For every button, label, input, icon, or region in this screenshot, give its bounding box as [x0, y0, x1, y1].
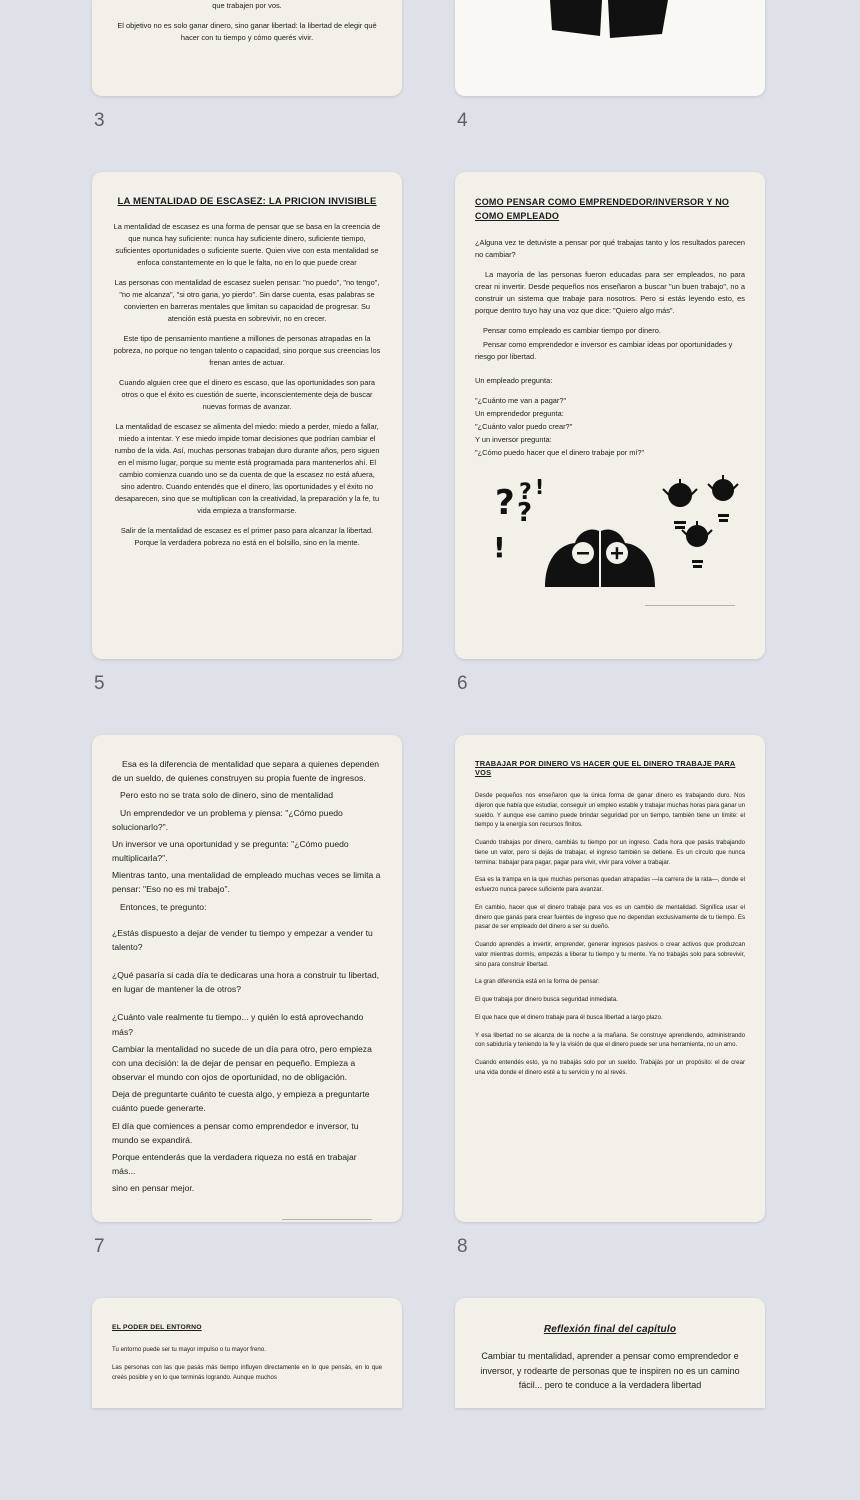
- page-grid-row-2: [0, 172, 860, 735]
- page-cell-8: [455, 735, 765, 1298]
- page-sheet-9[interactable]: [92, 1298, 402, 1408]
- svg-text:?: ?: [519, 479, 532, 505]
- paragraph: Cuando aprendés a invertir, emprender, generar ingresos pasivos o crear activos que produzcan valor mientras dormís, empezás a liberar tu tiempo y tu mente. Ya no trabajás solo para sobrevivir, sino para construir libertad.: [475, 941, 745, 968]
- paragraph: ¿Alguna vez te detuviste a pensar por qué trabajas tanto y los resultados parecen no cambiar?: [475, 238, 745, 259]
- svg-text:!: !: [493, 530, 506, 564]
- page-cell-3: [92, 0, 402, 172]
- svg-text:?: ?: [517, 497, 533, 528]
- page-cell-4: [455, 0, 765, 172]
- paragraph: Porque entenderás que la verdadera riqueza no está en trabajar más...: [112, 1151, 357, 1177]
- page-sheet-3[interactable]: [92, 0, 402, 96]
- paragraph: Pensar como empleado es cambiar tiempo por dinero.: [483, 325, 661, 335]
- paragraph: "¿Cuánto me van a pagar?": [475, 395, 567, 405]
- page-cell-5: [92, 172, 402, 735]
- page-title: Reflexión final del capítulo: [543, 1324, 677, 1335]
- svg-text:!: !: [535, 474, 545, 499]
- page-cell-10: [455, 1298, 765, 1408]
- paragraph: Esa es la diferencia de mentalidad que separa a quienes dependen de un sueldo, de quienes construyen su propia fuente de ingresos.: [112, 759, 380, 784]
- page-number-label: 6: [457, 673, 468, 694]
- paragraph: El que trabaja por dinero busca seguridad inmediata.: [475, 996, 618, 1003]
- paragraph: Pensar como emprendedor e inversor es cambiar ideas por oportunidades y riesgo por libertad.: [475, 339, 733, 361]
- paragraph: El objetivo no es solo ganar dinero, sino ganar libertad: la libertad de elegir qué hacer con tu tiempo y cómo querés vivir.: [117, 20, 377, 42]
- page-number-label: 8: [457, 1236, 468, 1257]
- paragraph: Salir de la mentalidad de escasez es el primer paso para alcanzar la libertad. Porque la verdadera pobreza no está en el bolsillo, sino en la mente.: [120, 525, 374, 547]
- page-title: EL PODER DEL ENTORNO: [112, 1324, 202, 1331]
- paragraph: Este tipo de pensamiento mantiene a millones de personas atrapadas en la pobreza, no porque no tengan talento o capacidad, sino porque sus creencias los frenan antes de actuar.: [113, 333, 381, 367]
- paragraph: ¿Estás dispuesto a dejar de vender tu tiempo y empezar a vender tu talento?: [112, 927, 373, 952]
- footer-rule: [282, 1219, 372, 1220]
- page-sheet-5[interactable]: [92, 172, 402, 659]
- page-sheet-4[interactable]: [455, 0, 765, 96]
- page-cell-9: [92, 1298, 402, 1408]
- page-cell-6: [455, 172, 765, 735]
- page-sheet-6[interactable]: [455, 172, 765, 659]
- paragraph: En cambio, hacer que el dinero trabaje para vos es un cambio de mentalidad. Significa usar el dinero que ganás para crear fuentes de ingreso que no dependan exclusivamente de tu tiempo. Es pasar de ser empleado del dinero a ser su dueño.: [475, 903, 745, 931]
- paragraph: Y esa libertad no se alcanza de la noche a la mañana. Se construye aprendiendo, administrando con sabiduría y teniendo la fe y la visión de que el dinero puede ser una herramienta, no un amo.: [475, 1031, 745, 1049]
- paragraph: Las personas con mentalidad de escasez suelen pensar: "no puedo", "no tengo", "no me alcanza", "si otro gana, yo pierdo". Sin darse cuenta, esas palabras se convierten en barreras mentales que limitan su capacidad de progresar. Su atención está puesta en sobrevivir, no en crecer.: [114, 277, 380, 323]
- paragraph: Tu entorno puede ser tu mayor impulso o tu mayor freno.: [112, 1346, 266, 1353]
- paragraph: que trabajen por vos.: [212, 1, 282, 10]
- paragraph: Un empleado pregunta:: [475, 375, 553, 385]
- paragraph: La mentalidad de escasez se alimenta del miedo: miedo a perder, miedo a fallar, miedo a intentar. Y ese miedo impide tomar decisiones que podrían cambiar el rumbo de la vida. Así, muchas personas trabajan duro durante años, pero siguen en el mismo lugar, porque su mente está programada para mantenerlos ahí. El cambio comienza cuando uno se da cuenta de que la escasez no está afuera, sino adentro. Cuando entendés que el dinero, las oportunidades y el éxito no desaparecen, sino que se multiplican con la creatividad, la preparación y la fe, tu vida empieza a transformarse.: [114, 421, 380, 515]
- paragraph: sino en pensar mejor.: [112, 1183, 195, 1194]
- page-grid-row-4: [0, 1298, 860, 1408]
- paragraph: "¿Cómo puedo hacer que el dinero trabaje por mí?": [475, 447, 645, 457]
- page-cell-7: [92, 735, 402, 1298]
- page-title: LA MENTALIDAD DE ESCASEZ: LA PRICION INVISIBLE: [117, 196, 377, 207]
- paragraph: ¿Qué pasaría si cada día te dedicaras una hora a construir tu libertad, en lugar de mantener la de otros?: [112, 970, 380, 995]
- paragraph: Un inversor ve una oportunidad y se pregunta: "¿Cómo puedo multiplicarla?".: [112, 838, 349, 864]
- paragraph: Cuando alguien cree que el dinero es escaso, que las oportunidades son para otros o que el éxito es cuestión de suerte, inconscientemente deja de buscar nuevas formas de avanzar.: [119, 377, 375, 411]
- page-grid-row-1: [0, 0, 860, 172]
- paragraph: Y un inversor pregunta:: [475, 434, 552, 444]
- page-number-label: 7: [94, 1236, 105, 1257]
- paragraph: Deja de preguntarte cuánto te cuesta algo, y empieza a preguntarte cuánto puede generarte.: [112, 1089, 370, 1114]
- paragraph: Un emprendedor ve un problema y piensa: "¿Cómo puedo solucionarlo?".: [112, 807, 343, 832]
- page-artwork-6: [475, 469, 745, 589]
- paragraph: Entonces, te pregunto:: [120, 901, 207, 912]
- paragraph: El que hace que el dinero trabaje para él busca libertad a largo plazo.: [475, 1013, 663, 1021]
- paragraph: Cambiar la mentalidad no sucede de un día para otro, pero empieza con una decisión: la de dejar de pensar en pequeño. Empieza a observar el mundo con ojos de oportunidad, no de obligación.: [112, 1043, 372, 1083]
- black-abstract-shape-icon: [550, 0, 670, 45]
- page-number-label: 4: [457, 110, 468, 131]
- page-number-label: 5: [94, 673, 105, 694]
- question-marks-head-lightbulbs-icon: [475, 469, 745, 589]
- footer-rule: [645, 605, 735, 606]
- page-grid-row-3: [0, 735, 860, 1298]
- page-title: COMO PENSAR COMO EMPRENDEDOR/INVERSOR Y NO COMO EMPLEADO: [475, 197, 730, 221]
- paragraph: Esa es la trampa en la que muchas personas quedan atrapadas —la carrera de la rata—, donde el esfuerzo nunca parece suficiente para avanzar.: [475, 876, 745, 893]
- paragraph: "¿Cuánto valor puedo crear?": [475, 421, 573, 431]
- page-number-label: 3: [94, 110, 105, 131]
- page-sheet-10[interactable]: [455, 1298, 765, 1408]
- paragraph: Desde pequeños nos enseñaron que la única forma de ganar dinero es trabajando duro. Nos dijeron que había que estudiar, conseguir un empleo estable y trabajar muchas horas para ganar un sueldo. Y aunque ese camino puede brindar seguridad por un tiempo, también tiene un límite: el tiempo y la energía son recursos finitos.: [475, 792, 745, 829]
- page-title: TRABAJAR POR DINERO VS HACER QUE EL DINERO TRABAJE PARA VOS: [475, 759, 736, 777]
- paragraph: Mientras tanto, una mentalidad de empleado muchas veces se limita a pensar: "Eso no es mi trabajo".: [112, 870, 381, 895]
- paragraph: Un emprendedor pregunta:: [475, 408, 564, 418]
- paragraph: El día que comiences a pensar como emprendedor e inversor, tu mundo se expandirá.: [112, 1120, 359, 1145]
- paragraph: La mayoría de las personas fueron educadas para ser empleados, no para crear ni invertir. Desde pequeños nos enseñaron a buscar "un buen trabajo", no a construir un sistema que trabaje para nosotros. Pero si estás leyendo esto, es porque dentro tuyo hay una voz que dice: "Quiero algo más".: [475, 269, 745, 315]
- paragraph: ¿Cuánto vale realmente tu tiempo... y quién lo está aprovechando más?: [112, 1012, 364, 1037]
- paragraph: Cuando entendés esto, ya no trabajás solo por un sueldo. Trabajás por un propósito: el de crear una vida donde el dinero esté a tu servicio y no al revés.: [475, 1059, 745, 1076]
- page-sheet-7[interactable]: [92, 735, 402, 1222]
- paragraph: Pero esto no se trata solo de dinero, sino de mentalidad: [120, 790, 334, 801]
- paragraph: Cambiar tu mentalidad, aprender a pensar como emprendedor e inversor, y rodearte de personas que te inspiren no es un camino fácil... pero te conduce a la verdadera libertad: [480, 1351, 740, 1391]
- paragraph: Las personas con las que pasás más tiempo influyen directamente en lo que pensás, en lo que creés posible y en lo que terminás logrando. Aunque muchos: [112, 1363, 382, 1381]
- paragraph: La gran diferencia está en la forma de pensar:: [475, 978, 600, 986]
- paragraph: Cuando trabajas por dinero, cambiás tu tiempo por un ingreso. Cada hora que pasás trabajando tiene un valor, pero si dejás de trabajar, el ingreso también se detiene. Es un círculo que nunca termina: trabajar para pagar, pagar para vivir, vivir para volver a trabajar.: [475, 839, 745, 866]
- page-sheet-8[interactable]: [455, 735, 765, 1222]
- svg-text:?: ?: [495, 482, 515, 523]
- paragraph: La mentalidad de escasez es una forma de pensar que se basa en la creencia de que nunca hay suficiente: nunca hay suficiente dinero, suficiente tiempo, suficientes oportunidades o suficiente suerte. Quien vive con esta mentalidad se enfoca constantemente en lo que le falta, no en lo que puede crear: [113, 222, 381, 267]
